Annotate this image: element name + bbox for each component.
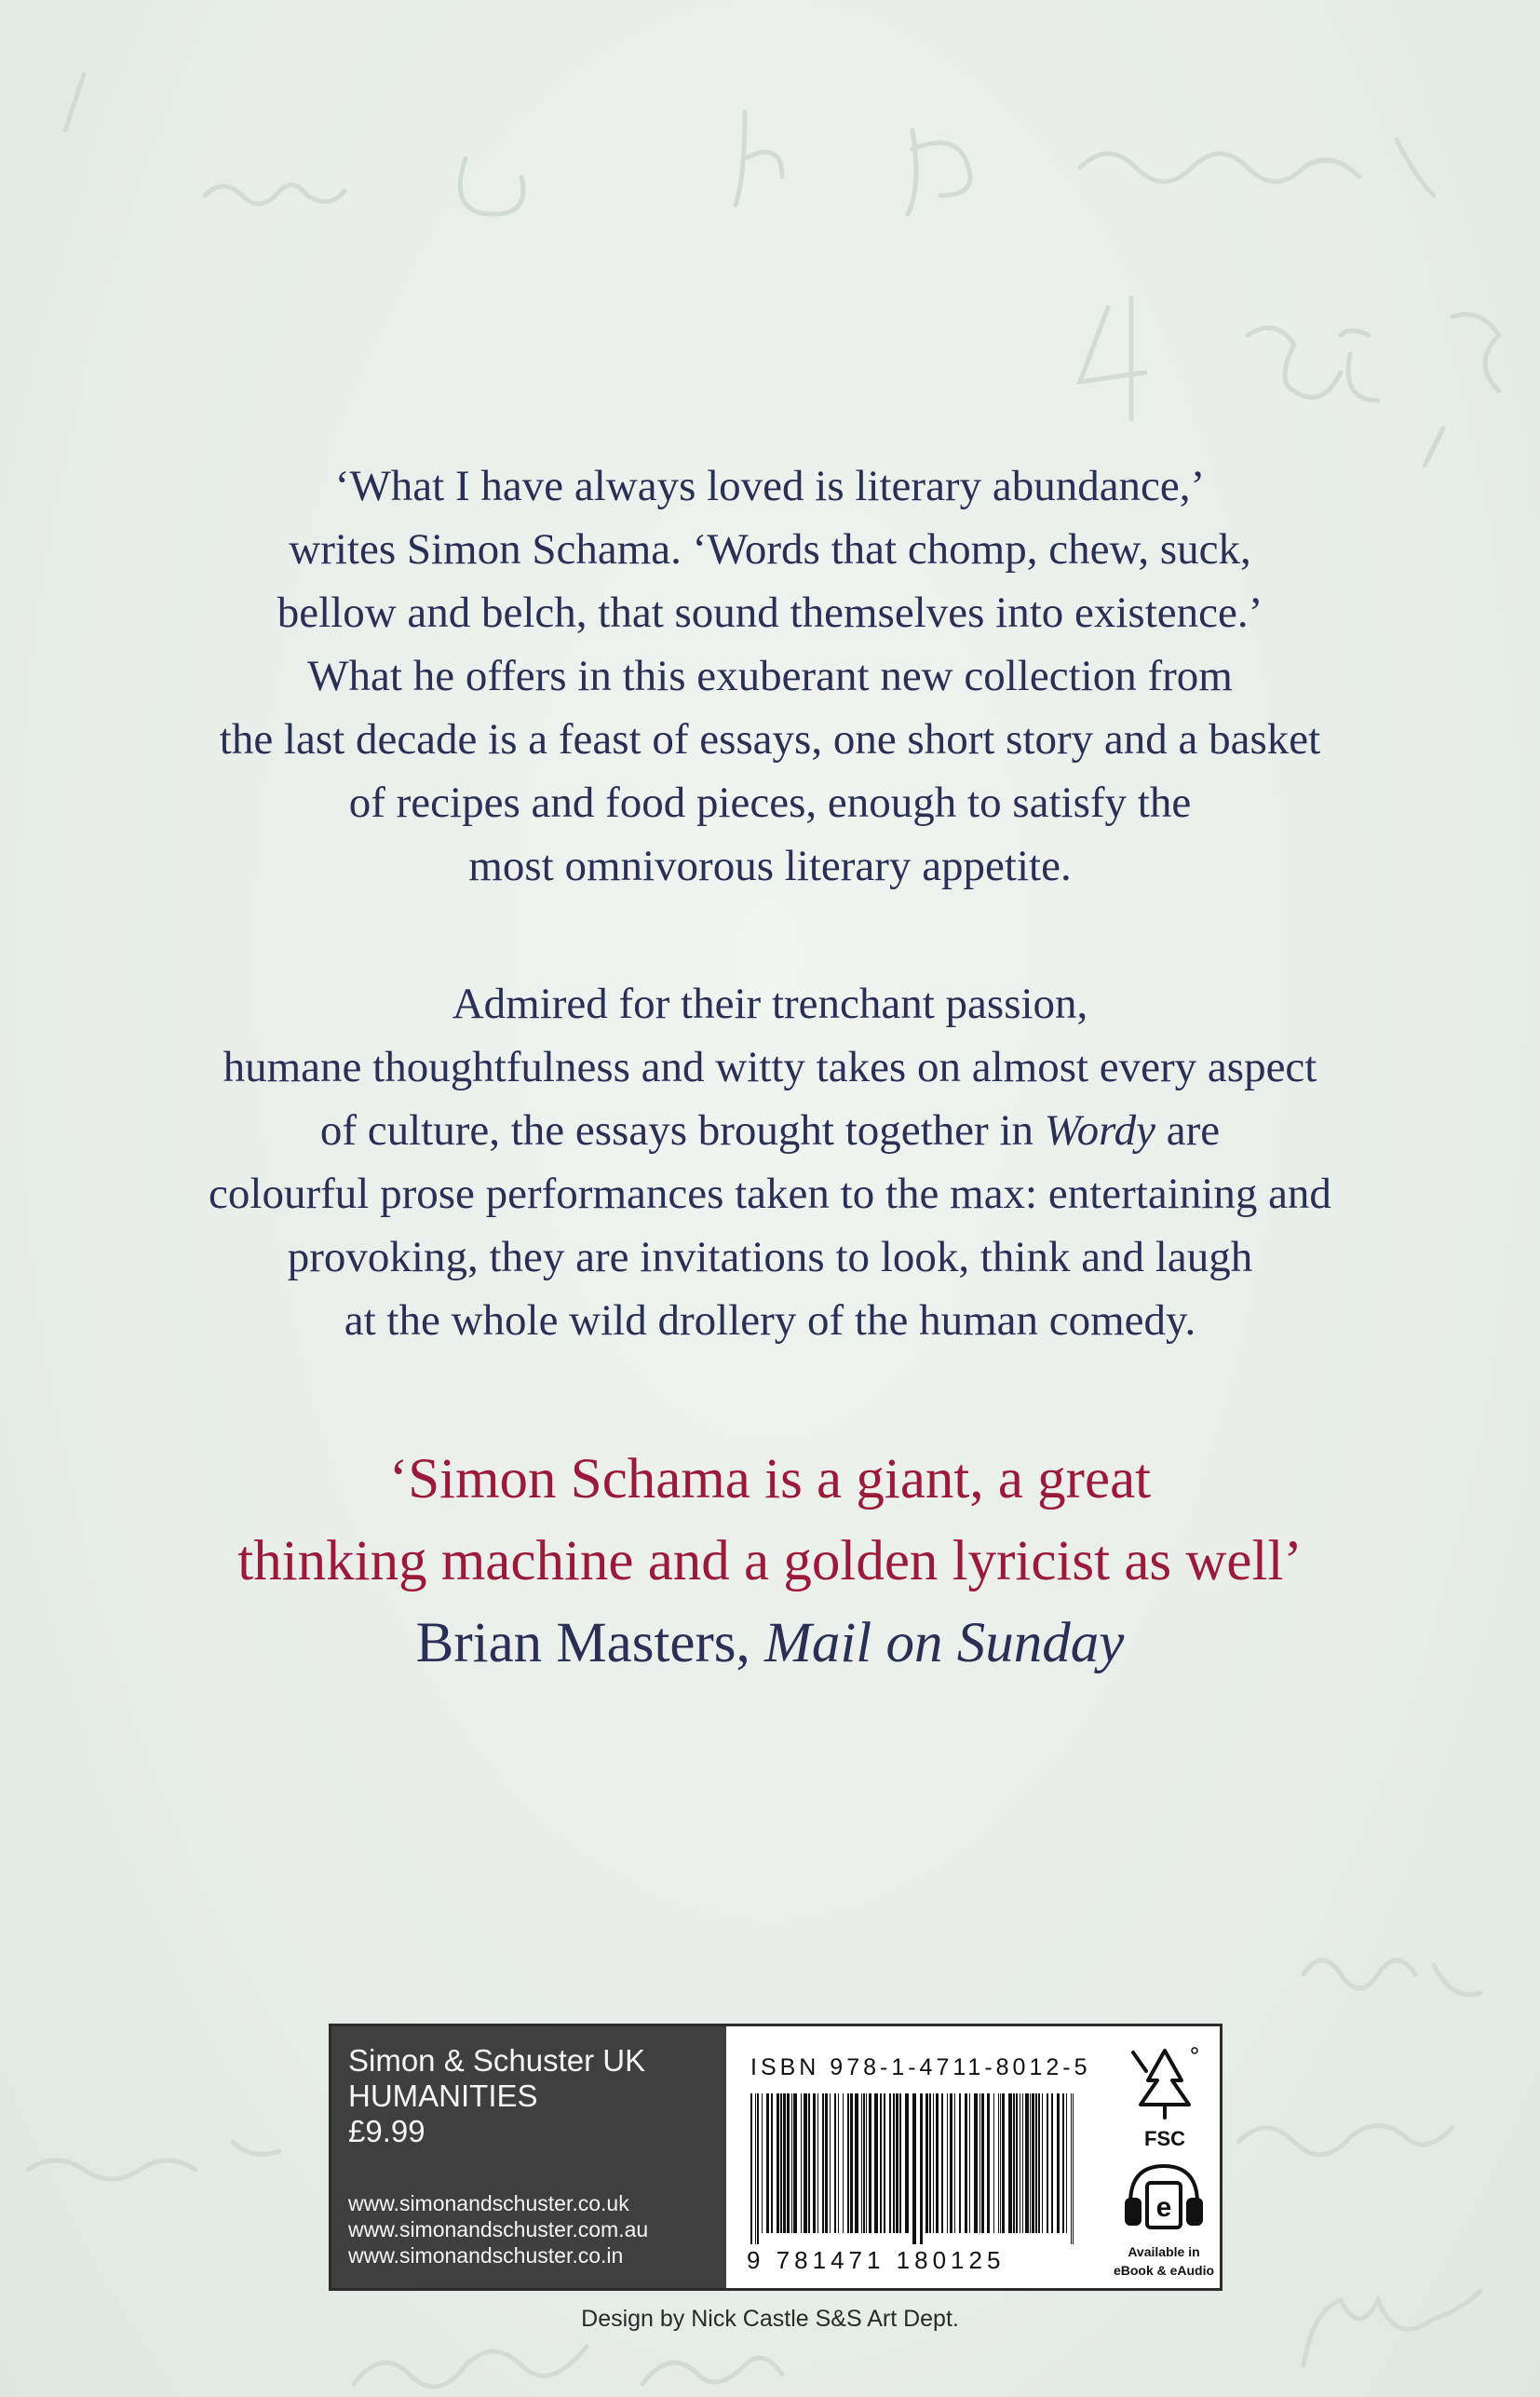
website-link: www.simonandschuster.co.uk (348, 2191, 629, 2215)
publisher-info-box (329, 2024, 1223, 2291)
blurb-line: most omnivorous literary appetite. (468, 842, 1072, 890)
publisher-details (348, 2043, 645, 2149)
blurb-paragraph-1 (112, 454, 1428, 898)
design-credit: Design by Nick Castle S&S Art Dept. (581, 2306, 959, 2332)
review-quote (93, 1439, 1447, 1685)
website-link: www.simonandschuster.co.in (348, 2243, 624, 2268)
ebook-label-1: Available in (1128, 2244, 1200, 2259)
website-list (348, 2190, 648, 2268)
blurb-text: of culture, the essays brought together in (319, 1106, 1045, 1155)
blurb-paragraph-2 (112, 972, 1428, 1352)
publisher-name: Simon & Schuster UK (348, 2043, 646, 2078)
barcode-digits: 9 781471 180125 (747, 2246, 1006, 2274)
blurb-line: bellow and belch, that sound themselves into existence.’ (277, 589, 1263, 637)
ebook-label-2: eBook & eAudio (1113, 2263, 1215, 2278)
blurb-line: humane thoughtfulness and witty takes on almost every aspect (223, 1043, 1317, 1091)
blurb-line: ‘What I have always loved is literary abundance,’ (334, 462, 1206, 510)
quote-author: Brian Masters, (415, 1612, 765, 1674)
quote-line: ‘Simon Schama is a giant, a great (388, 1448, 1152, 1510)
book-title-italic: Wordy (1044, 1106, 1156, 1155)
blurb-line: of recipes and food pieces, enough to satisfy the (348, 779, 1192, 827)
blurb-line: provoking, they are invitations to look, think and laugh (287, 1233, 1253, 1281)
blurb-line: the last decade is a feast of essays, one short story and a basket (219, 715, 1321, 764)
blurb-line: colourful prose performances taken to the max: entertaining and (209, 1170, 1331, 1218)
blurb-text: are (1155, 1106, 1221, 1155)
category-label: HUMANITIES (348, 2079, 538, 2113)
fsc-logo (1123, 2043, 1207, 2151)
fsc-tree-icon (1128, 2043, 1202, 2121)
barcode (747, 2093, 1082, 2244)
quote-attribution (93, 1603, 1447, 1685)
blurb-line: writes Simon Schama. ‘Words that chomp, chew, suck, (289, 525, 1251, 574)
quote-line: thinking machine and a golden lyricist as well’ (237, 1530, 1303, 1592)
isbn-label: ISBN 978-1-4711-8012-5 (750, 2054, 1091, 2080)
website-link: www.simonandschuster.com.au (348, 2217, 649, 2241)
blurb-line (112, 1099, 1428, 1162)
publisher-panel (331, 2026, 726, 2288)
blurb-line: What he offers in this exuberant new collection from (307, 652, 1233, 700)
ebook-eaudio-icon (1119, 2157, 1209, 2237)
blurb-line: Admired for their trenchant passion, (452, 980, 1088, 1028)
price-label: £9.99 (348, 2114, 426, 2148)
fsc-label: FSC (1144, 2127, 1185, 2150)
svg-text:e: e (1155, 2192, 1172, 2223)
blurb-line: at the whole wild drollery of the human comedy. (344, 1296, 1196, 1345)
quote-source: Mail on Sunday (764, 1612, 1125, 1674)
ebook-badge (1112, 2157, 1216, 2278)
